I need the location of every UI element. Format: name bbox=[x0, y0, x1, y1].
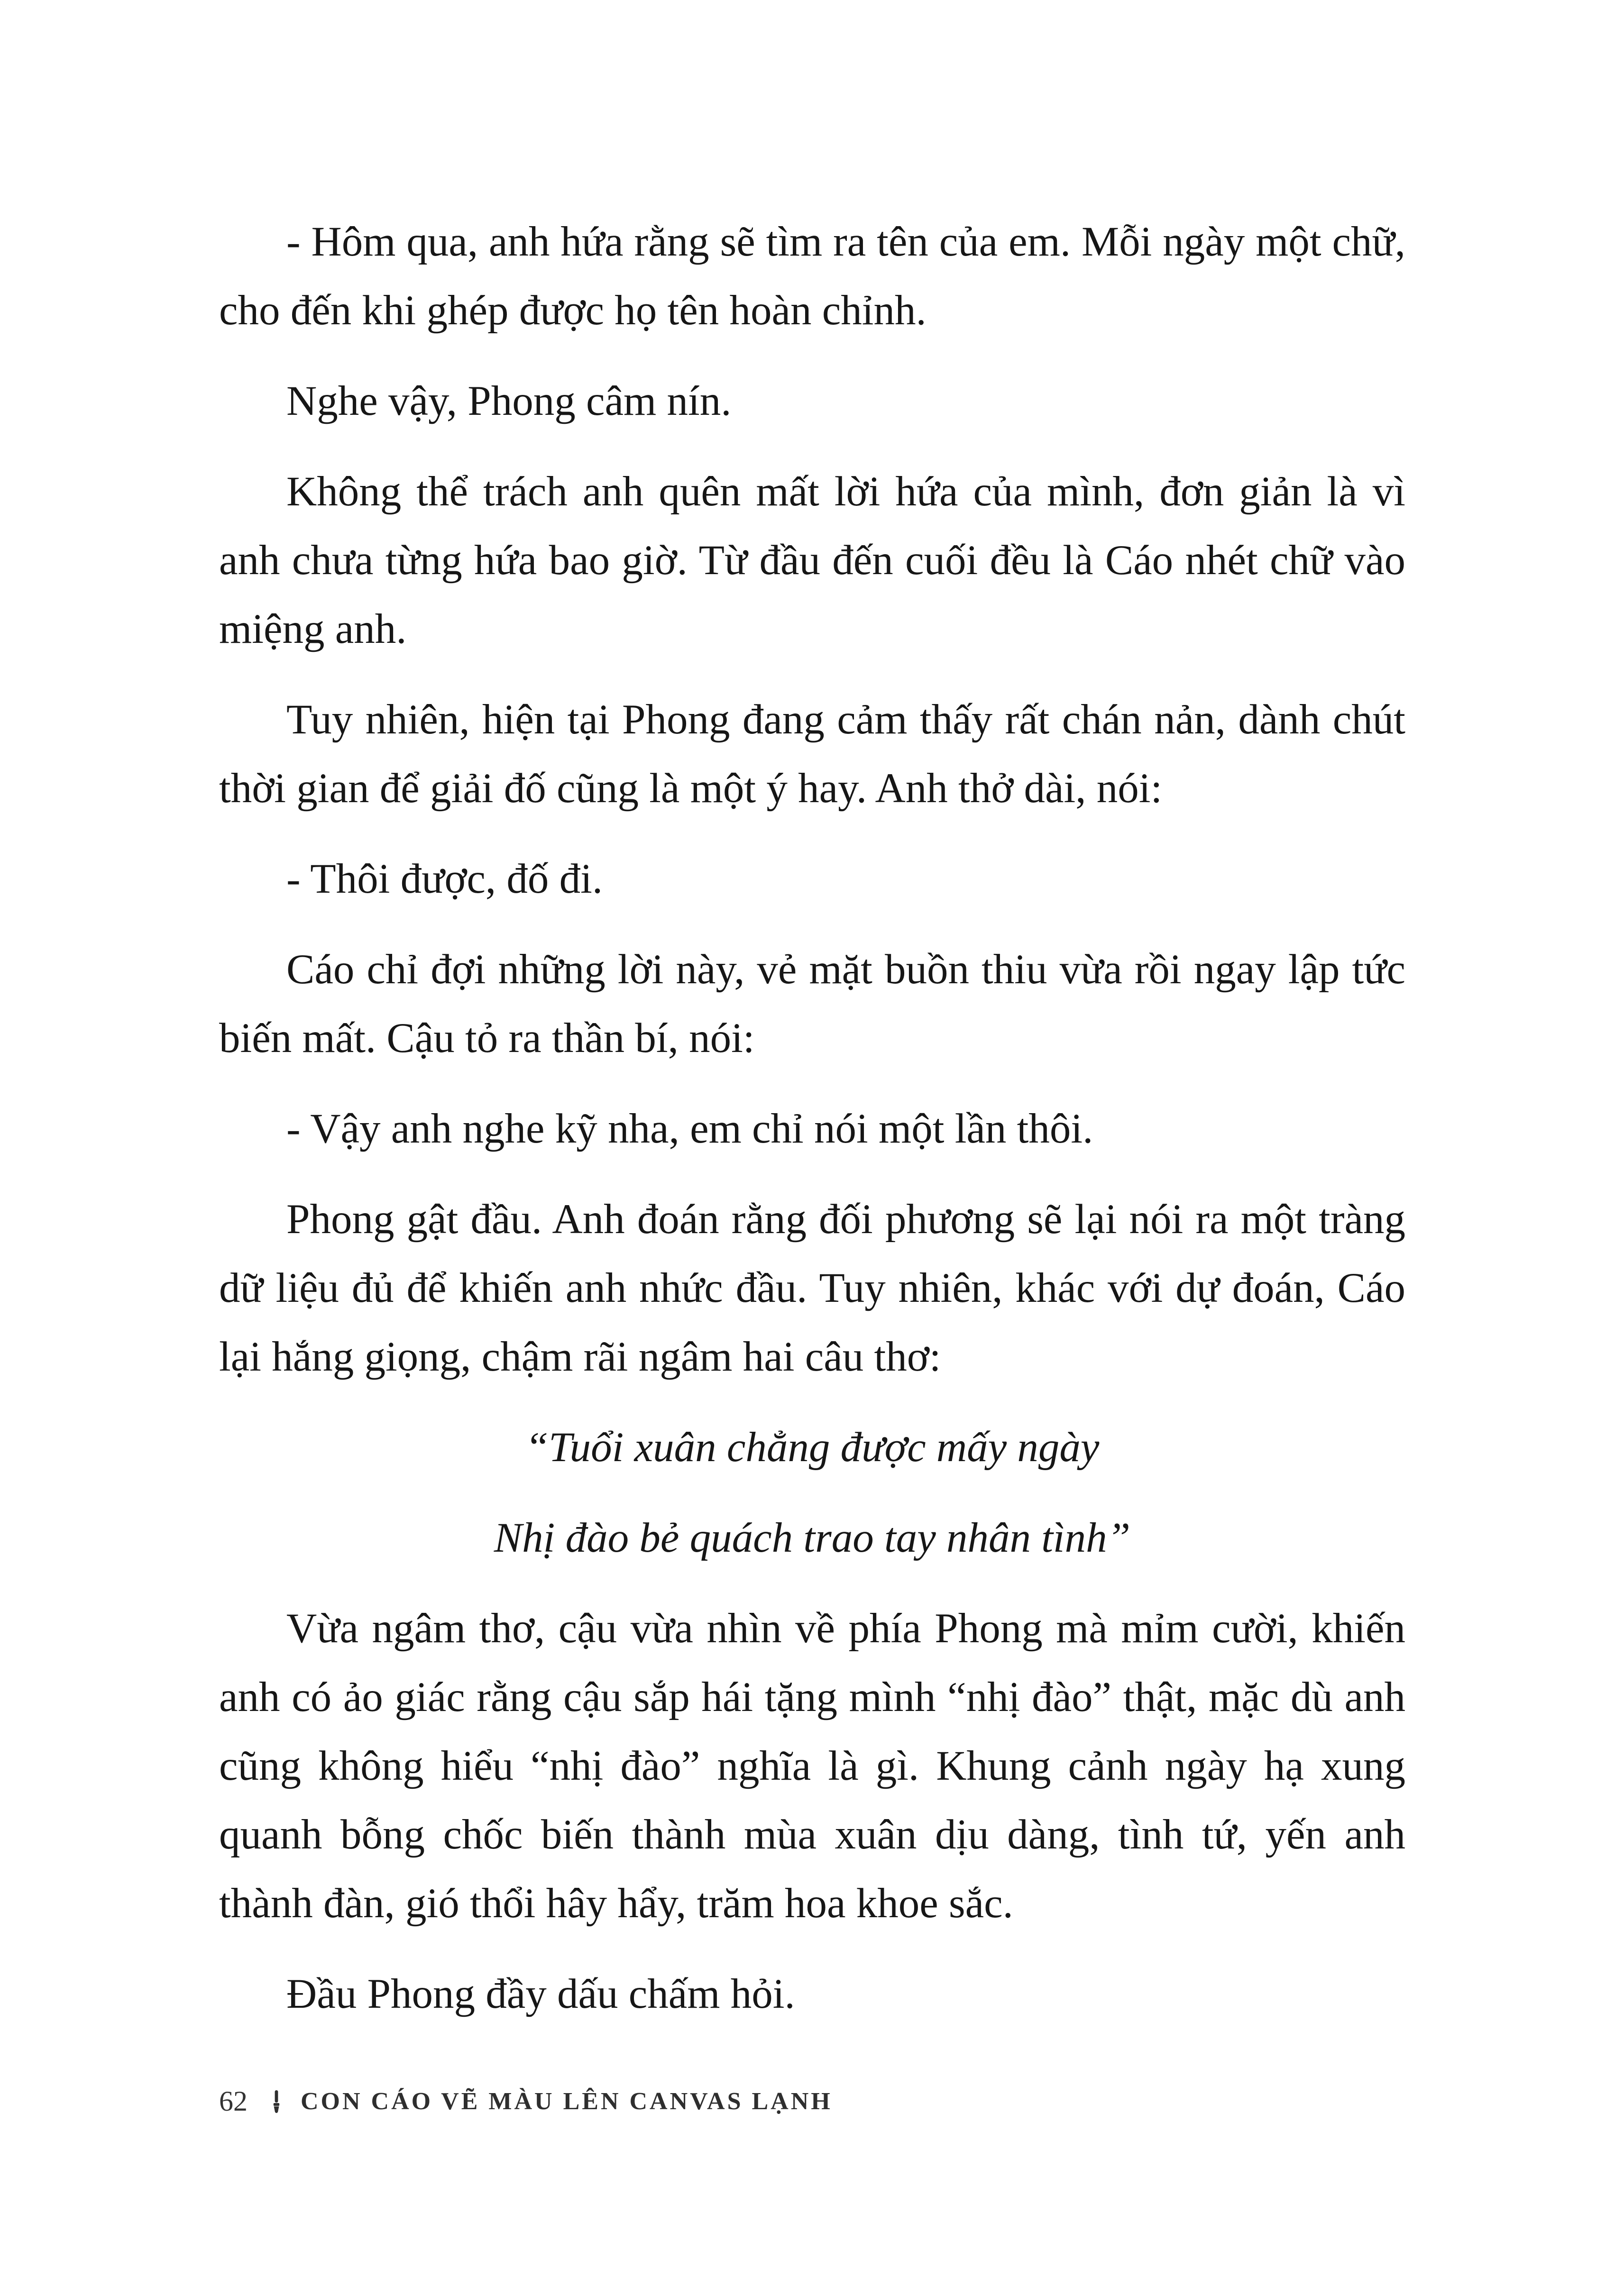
poem-line-1: “Tuổi xuân chẳng được mấy ngày bbox=[525, 1424, 1100, 1471]
paragraph: Phong gật đầu. Anh đoán rằng đối phương sẽ lại nói ra một tràng dữ liệu đủ để khiến anh nhức đầu. Tuy nhiên, khác với dự đoán, Cáo lại hắng giọng, chậm rãi ngâm hai câu thơ: bbox=[219, 1196, 1405, 1380]
paragraph: Tuy nhiên, hiện tại Phong đang cảm thấy rất chán nản, dành chút thời gian để giải đố cũng là một ý hay. Anh thở dài, nói: bbox=[219, 696, 1405, 812]
brush-icon bbox=[268, 2089, 284, 2114]
paragraph: Nghe vậy, Phong câm nín. bbox=[286, 378, 732, 424]
page-number: 62 bbox=[219, 2086, 248, 2117]
paragraph: Cáo chỉ đợi những lời này, vẻ mặt buồn thiu vừa rồi ngay lập tức biến mất. Cậu tỏ ra thần bí, nói: bbox=[219, 946, 1405, 1061]
page-body-text bbox=[219, 208, 1405, 2050]
poem-line-2: Nhị đào bẻ quách trao tay nhân tình” bbox=[494, 1515, 1131, 1561]
paragraph: Đầu Phong đầy dấu chấm hỏi. bbox=[286, 1971, 795, 2017]
page-footer bbox=[219, 2085, 833, 2118]
paragraph: Không thể trách anh quên mất lời hứa của mình, đơn giản là vì anh chưa từng hứa bao giờ. Từ đầu đến cuối đều là Cáo nhét chữ vào miệng anh. bbox=[219, 468, 1405, 652]
paragraph: Vừa ngâm thơ, cậu vừa nhìn về phía Phong mà mỉm cười, khiến anh có ảo giác rằng cậu sắp hái tặng mình “nhị đào” thật, mặc dù anh cũng không hiểu “nhị đào” nghĩa là gì. Khung cảnh ngày hạ xung quanh bỗng chốc biến thành mùa xuân dịu dàng, tình tứ, yến anh thành đàn, gió thổi hây hẩy, trăm hoa khoe sắc. bbox=[219, 1605, 1405, 1927]
paragraph: - Hôm qua, anh hứa rằng sẽ tìm ra tên của em. Mỗi ngày một chữ, cho đến khi ghép được họ tên hoàn chỉnh. bbox=[219, 219, 1405, 334]
paragraph: - Thôi được, đố đi. bbox=[286, 856, 603, 902]
running-footer-title: CON CÁO VẼ MÀU LÊN CANVAS LẠNH bbox=[301, 2088, 833, 2115]
paragraph: - Vậy anh nghe kỹ nha, em chỉ nói một lần thôi. bbox=[286, 1106, 1093, 1152]
